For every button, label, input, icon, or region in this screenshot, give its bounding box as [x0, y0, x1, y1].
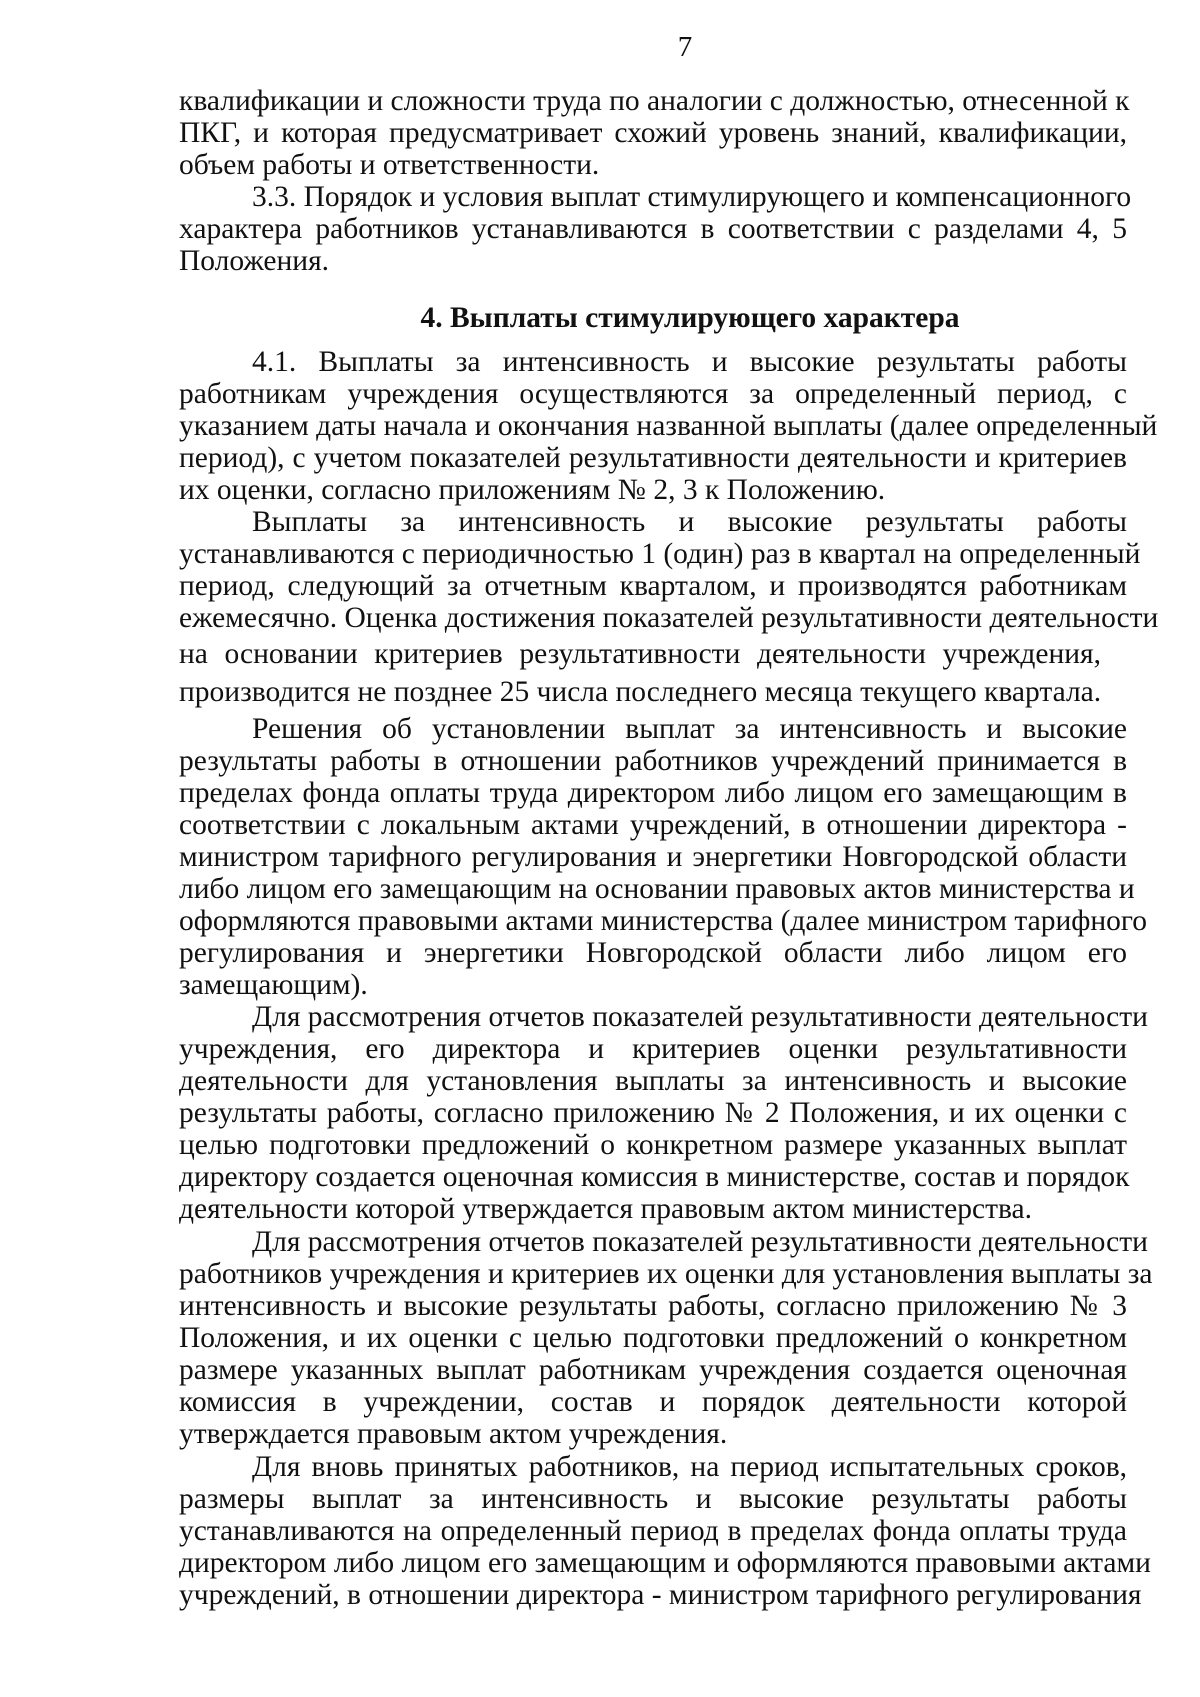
paragraph-line: указанием даты начала и окончания названной выплаты (далее определенный: [179, 410, 1158, 442]
paragraph-line: результаты работы в отношении работников учреждений принимается в: [179, 745, 1127, 777]
paragraph-line: целью подготовки предложений о конкретном размере указанных выплат: [179, 1129, 1127, 1161]
paragraph-line: комиссия в учреждении, состав и порядок деятельности которой: [179, 1386, 1127, 1418]
paragraph-line: деятельности для установления выплаты за интенсивность и высокие: [179, 1065, 1127, 1097]
paragraph-line: 4.1. Выплаты за интенсивность и высокие результаты работы: [252, 346, 1127, 378]
paragraph-line: устанавливаются с периодичностью 1 (один) раз в квартал на определенный: [179, 538, 1141, 570]
paragraph-line: Для рассмотрения отчетов показателей результативности деятельности: [252, 1001, 1148, 1033]
paragraph-line: Для вновь принятых работников, на период испытательных сроков,: [252, 1451, 1127, 1483]
paragraph-line: учреждения, его директора и критериев оценки результативности: [179, 1033, 1127, 1065]
paragraph-line: результаты работы, согласно приложению № 2 Положения, и их оценки с: [179, 1097, 1127, 1129]
paragraph-line: их оценки, согласно приложениям № 2, 3 к Положению.: [179, 474, 886, 506]
paragraph-line: деятельности которой утверждается правовым актом министерства.: [179, 1193, 1032, 1225]
paragraph-line: министром тарифного регулирования и энергетики Новгородской области: [179, 841, 1127, 873]
paragraph-line: размере указанных выплат работникам учреждения создается оценочная: [179, 1354, 1127, 1386]
paragraph-line: либо лицом его замещающим на основании правовых актов министерства и: [179, 873, 1135, 905]
paragraph-line: утверждается правовым актом учреждения.: [179, 1418, 728, 1450]
paragraph-line: Для рассмотрения отчетов показателей результативности деятельности: [252, 1226, 1148, 1258]
paragraph-line: Положения.: [179, 245, 330, 277]
paragraph-line: на основании критериев результативности деятельности учреждения,: [179, 638, 1101, 670]
paragraph-line: период), с учетом показателей результативности деятельности и критериев: [179, 442, 1127, 474]
paragraph-line: Положения, и их оценки с целью подготовки предложений о конкретном: [179, 1322, 1127, 1354]
paragraph-line: Решения об установлении выплат за интенсивность и высокие: [252, 713, 1127, 745]
paragraph-line: 3.3. Порядок и условия выплат стимулирующего и компенсационного: [252, 181, 1132, 213]
paragraph-line: Выплаты за интенсивность и высокие результаты работы: [252, 506, 1127, 538]
paragraph-line: соответствии с локальным актами учреждений, в отношении директора -: [179, 809, 1127, 841]
paragraph-line: ежемесячно. Оценка достижения показателей результативности деятельности: [179, 602, 1159, 634]
paragraph-line: директору создается оценочная комиссия в министерстве, состав и порядок: [179, 1161, 1130, 1193]
paragraph-line: объем работы и ответственности.: [179, 149, 600, 181]
paragraph-line: интенсивность и высокие результаты работы, согласно приложению № 3: [179, 1290, 1127, 1322]
section-heading: 4. Выплаты стимулирующего характера: [420, 302, 960, 334]
paragraph-line: работников учреждения и критериев их оценки для установления выплаты за: [179, 1258, 1153, 1290]
paragraph-line: производится не позднее 25 числа последнего месяца текущего квартала.: [179, 676, 1102, 708]
paragraph-line: характера работников устанавливаются в соответствии с разделами 4, 5: [179, 213, 1127, 245]
paragraph-line: оформляются правовыми актами министерства (далее министром тарифного: [179, 905, 1148, 937]
paragraph-line: размеры выплат за интенсивность и высокие результаты работы: [179, 1483, 1127, 1515]
paragraph-line: ПКГ, и которая предусматривает схожий уровень знаний, квалификации,: [179, 117, 1127, 149]
paragraph-line: регулирования и энергетики Новгородской области либо лицом его: [179, 937, 1127, 969]
paragraph-line: директором либо лицом его замещающим и оформляются правовыми актами: [179, 1547, 1151, 1579]
paragraph-line: устанавливаются на определенный период в пределах фонда оплаты труда: [179, 1515, 1127, 1547]
paragraph-line: пределах фонда оплаты труда директором либо лицом его замещающим в: [179, 777, 1127, 809]
paragraph-line: замещающим).: [179, 969, 368, 1001]
paragraph-line: период, следующий за отчетным кварталом, и производятся работникам: [179, 570, 1127, 602]
paragraph-line: учреждений, в отношении директора - министром тарифного регулирования: [179, 1579, 1142, 1611]
page-number: 7: [677, 31, 693, 63]
paragraph-line: работникам учреждения осуществляются за определенный период, с: [179, 378, 1127, 410]
paragraph-line: квалификации и сложности труда по аналогии с должностью, отнесенной к: [179, 85, 1130, 117]
